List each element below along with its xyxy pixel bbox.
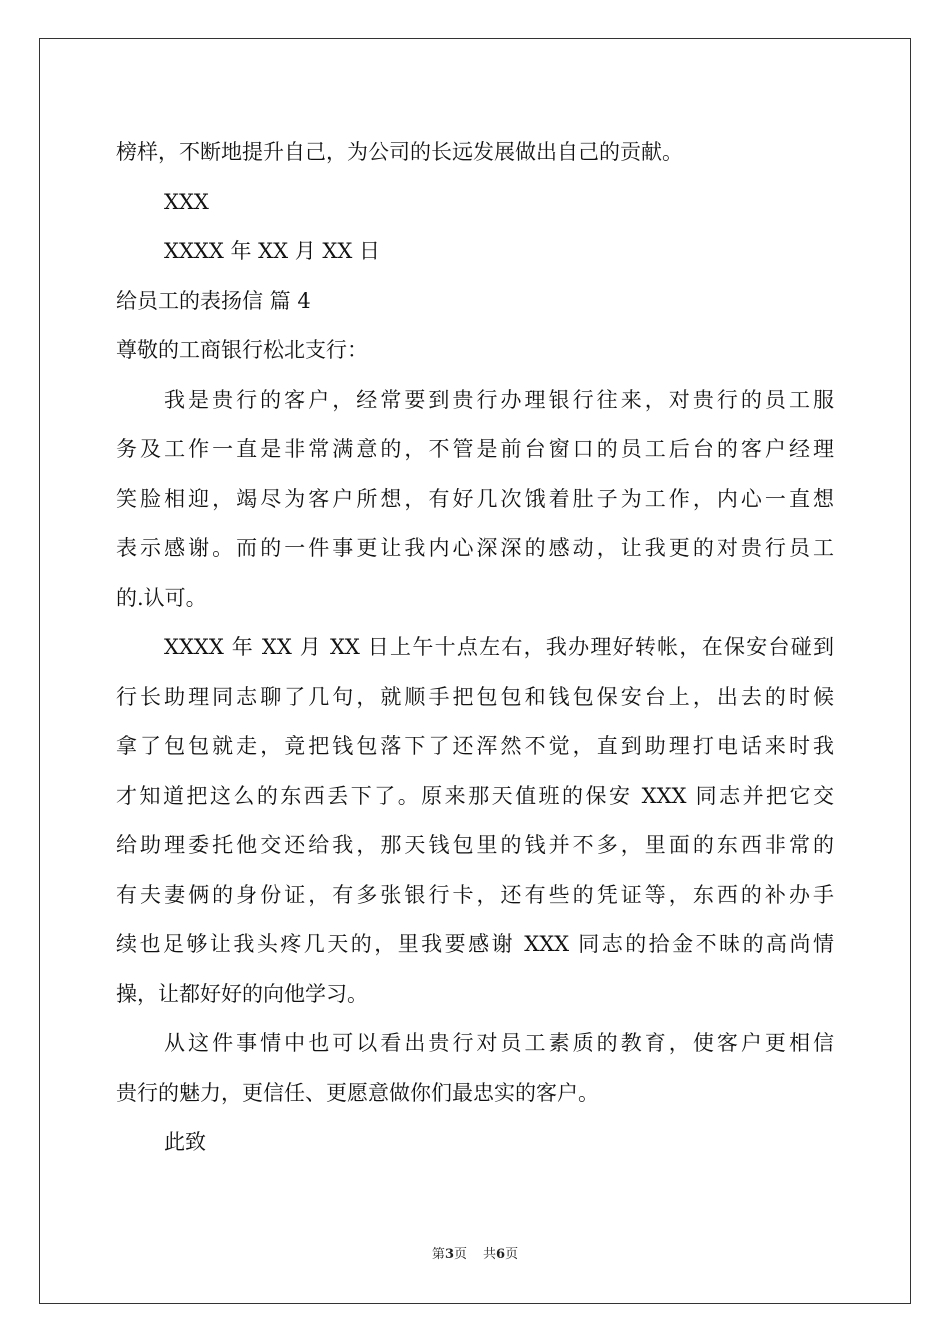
paragraph-line: 从这件事情中也可以看出贵行对员工素质的教育，使客户更相信 xyxy=(164,1031,834,1055)
total-pages: 6 xyxy=(496,1247,506,1262)
signature-name: XXX xyxy=(164,189,209,214)
closing: 此致 xyxy=(164,1130,206,1154)
paragraph-line: 才知道把这么的东西丢下了。原来那天值班的保安 XXX 同志并把它交 xyxy=(116,783,834,808)
page-footer xyxy=(0,1243,950,1262)
paragraph-line: 操，让都好好的向他学习。 xyxy=(116,981,368,1006)
page-prefix: 第 xyxy=(431,1247,445,1262)
salutation: 尊敬的工商银行松北支行： xyxy=(116,338,368,362)
paragraph-line: 的.认可。 xyxy=(116,585,207,610)
section-heading: 给员工的表扬信 篇 4 xyxy=(116,288,311,313)
paragraph-line: 续也足够让我头疼几天的，里我要感谢 XXX 同志的拾金不昧的高尚情 xyxy=(116,932,834,956)
document-body xyxy=(116,128,834,1168)
total-prefix: 共 xyxy=(483,1247,497,1262)
paragraph-line: 榜样，不断地提升自己，为公司的长远发展做出自己的贡献。 xyxy=(116,140,683,164)
paragraph-line: 有夫妻俩的身份证，有多张银行卡，还有些的凭证等，东西的补办手 xyxy=(116,882,834,907)
paragraph-line: 贵行的魅力，更信任、更愿意做你们最忠实的客户。 xyxy=(116,1080,599,1105)
page-suffix: 页 xyxy=(453,1247,467,1262)
paragraph-line: 务及工作一直是非常满意的，不管是前台窗口的员工后台的客户经理 xyxy=(116,437,834,461)
paragraph-line: 表示感谢。而的一件事更让我内心深深的感动，让我更的对贵行员工 xyxy=(116,536,834,560)
signature-date: XXXX 年 XX 月 XX 日 xyxy=(164,239,380,263)
total-suffix: 页 xyxy=(505,1247,519,1262)
page-number: 3 xyxy=(444,1247,454,1262)
paragraph-line: 我是贵行的客户，经常要到贵行办理银行往来，对贵行的员工服 xyxy=(164,387,834,412)
paragraph-line: 拿了包包就走，竟把钱包落下了还浑然不觉，直到助理打电话来时我 xyxy=(116,734,834,758)
paragraph-line: XXXX 年 XX 月 XX 日上午十点左右，我办理好转帐，在保安台碰到 xyxy=(164,635,834,659)
paragraph-line: 行长助理同志聊了几句，就顺手把包包和钱包保安台上，出去的时候 xyxy=(116,684,834,709)
paragraph-line: 笑脸相迎，竭尽为客户所想，有好几次饿着肚子为工作，内心一直想 xyxy=(116,486,834,511)
paragraph-line: 给助理委托他交还给我，那天钱包里的钱并不多，里面的东西非常的 xyxy=(116,833,834,857)
